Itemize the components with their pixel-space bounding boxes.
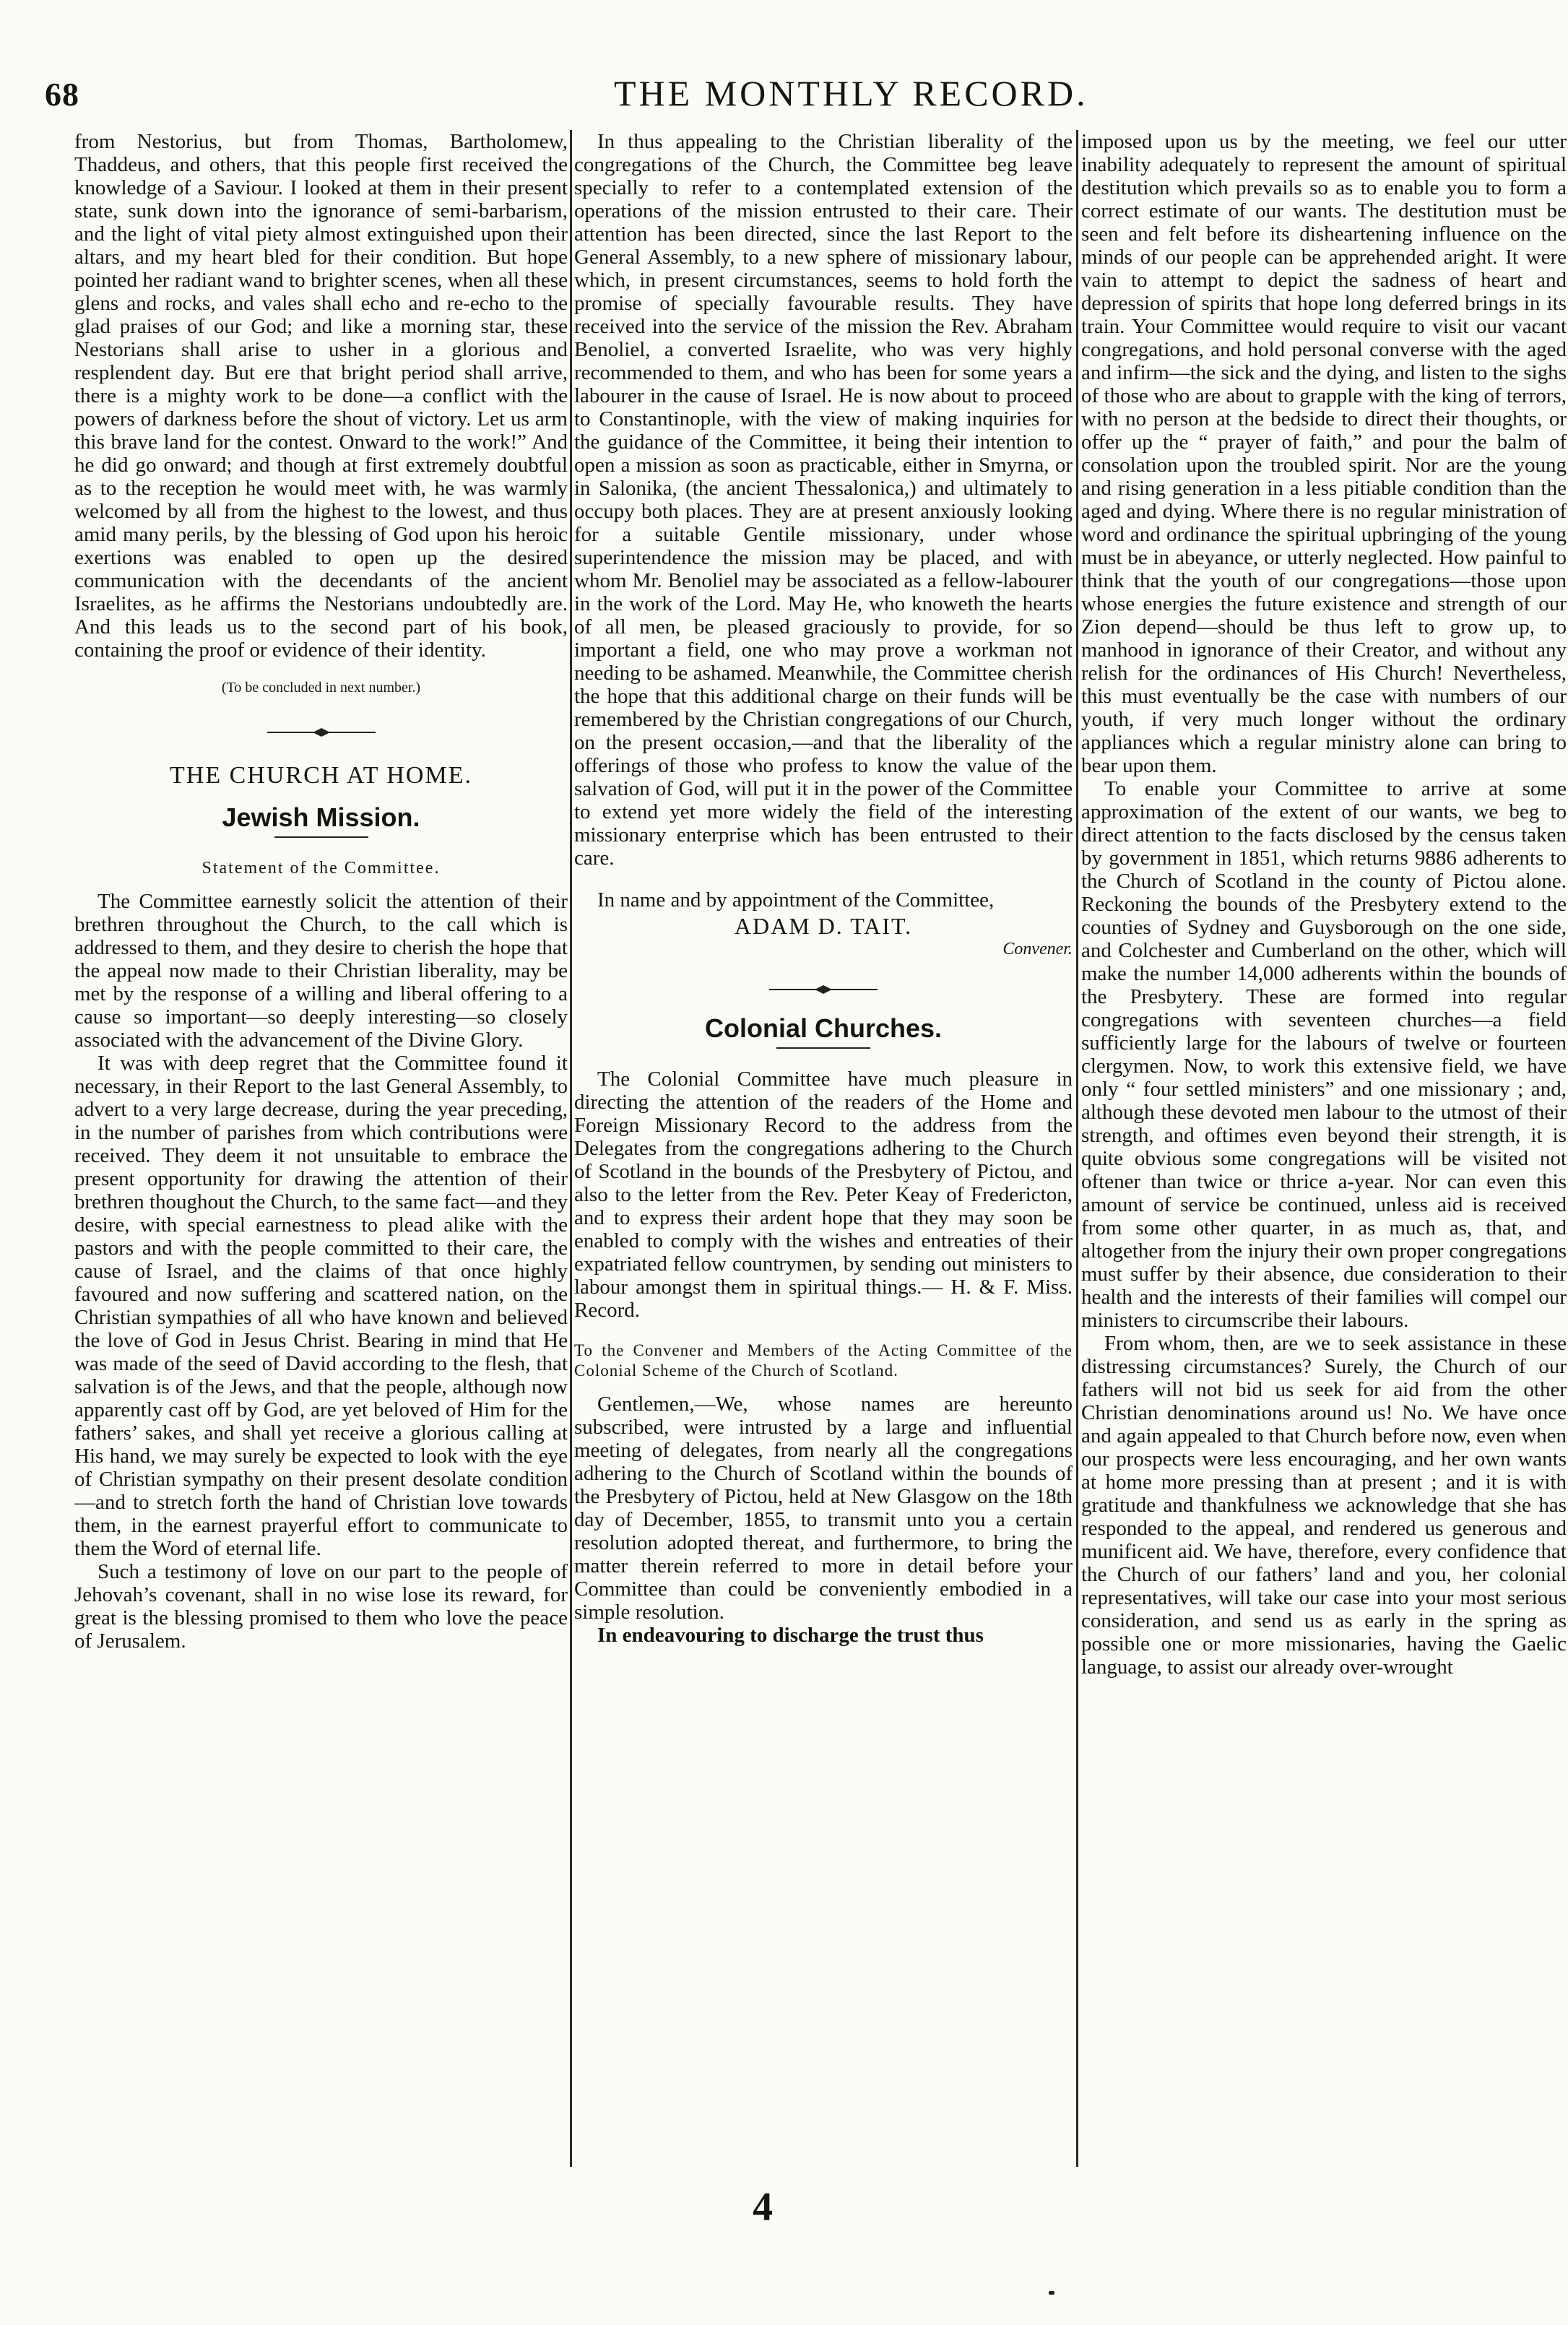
subsection-heading: Jewish Mission. [222,802,420,832]
signatory-name: ADAM D. TAIT. [734,913,913,939]
ink-speck [1049,2291,1054,2295]
ornament-divider [574,977,1073,1000]
column-1 [74,130,568,2196]
signatory-role: Convener. [1002,940,1073,958]
article-paragraph: In endeavouring to discharge the trust thus [597,1624,984,1647]
signature-mark: 4 [753,2185,773,2230]
article-paragraph: In thus appealing to the Christian liberality of the congregations of the Church, the Committee beg leave specially to refer to a contemplated extension of the operations of the mission entrusted to their care. Their attention has been directed, since the last Report to the General Assembly, to a new sphere of missionary labour, which, in present circumstances, seems to hold forth the promise of specially favourable results. They have received into the service of the mission the Rev. Abraham Benoliel, a converted Israelite, who was very highly recommended to them, and who has been for some years a labourer in the cause of Israel. He is now about to proceed to Constantinople, with the view of making inquiries for the guidance of the Committee, it being their intention to open a mission as soon as practicable, either in Smyrna, or in Salonika, (the ancient Thessalonica,) and ultimately to occupy both places. They are at present anxiously looking for a suitable Gentile missionary, under whose superintendence the mission may be placed, and with whom Mr. Benoliel may be associated as a fellow-labourer in the work of the Lord. May He, who knoweth the hearts of all men, be pleased graciously to provide, for so important a field, one who may prove a workman not needing to be ashamed. Meanwhile, the Committee cherish the hope that this additional charge on their funds will be remembered by the Christian congregations of our Church, on the present occasion,—and that the liberality of the offerings of those who profess to know the value of the salvation of God, will put it in the power of the Committee to extend yet more widely the field of the interesting missionary enterprise which has been entrusted to their care. [574,130,1073,870]
article-paragraph: from Nestorius, but from Thomas, Bartholomew, Thaddeus, and others, that this people first received the knowledge of a Saviour. I looked at them in their present state, sunk down into the ignorance of semi-barbarism, and the light of vital piety almost extinguished upon their altars, and my heart bled for their condition. But hope pointed her radiant wand to brighter scenes, when all these glens and rocks, and vales shall echo and re-echo to the glad praises of our God; and like a morning star, these Nestorians shall arise to usher in a glorious and resplendent day. But ere that bright period shall arrive, there is a mighty work to be done—a conflict with the powers of darkness before the shout of victory. Let us arm this brave land for the contest. Onward to the work!” And he did go onward; and though at first extremely doubtful as to the reception he would meet with, he was warmly welcomed by all from the highest to the lowest, and thus amid many perils, by the blessing of God upon his heroic exertions was enabled to open up the desired communication with the decendants of the ancient Israelites, as he affirms the Nestorians undoubtedly are. And this leads us to the second part of his book, containing the proof or evidence of their identity. [74,130,568,662]
heading-rule [274,836,368,838]
column-rule [1076,130,1078,2167]
article-paragraph: To enable your Committee to arrive at some approximation of the extent of our wants, we beg to direct attention to the facts disclosed by the census taken by government in 1851, which returns 9886 adherents to the Church of Scotland in the county of Pictou alone. Reckoning the bounds of the Presbytery extend to the counties of Sydney and Guysborough on the one side, and Colchester and Cumberland on the other, which will make the number 14,000 adherents within the bounds of the Presbytery. These are formed into regular congregations with seventeen churches—a field sufficiently large for the labours of twelve or fourteen clergymen. Now, to work this extensive field, we have only “ four settled ministers” and one missionary ; and, although these devoted men labour to the utmost of their strength, and oftimes even beyond their strength, it is quite obvious some congregations will be visited not oftener than twice or thrice a-year. Nor can even this amount of service be continued, unless aid is received from some other quarter, in as much as, that, and altogether from the injury their own proper congregations must suffer by their absence, due consideration to their health and the interests of their families will compel our ministers to circumscribe their labours. [1081,777,1567,1332]
letter-address: To the Convener and Members of the Acting Committee of the Colonial Scheme of the Church of Scotland. [574,1341,1073,1380]
signature-intro: In name and by appointment of the Committee, [597,888,995,912]
article-paragraph: Gentlemen,—We, whose names are hereunto subscribed, were intrusted by a large and influential meeting of delegates, from nearly all the congregations adhering to the Church of Scotland within the bounds of the Presbytery of Pictou, held at New Glasgow on the 18th day of December, 1855, to transmit unto you a certain resolution adopted thereat, and furthermore, to bring the matter therein referred to more in detail before your Committee than could be conveniently embodied in a simple resolution. [574,1393,1073,1624]
continued-note: (To be concluded in next number.) [221,680,421,696]
ornament-divider [74,719,568,742]
subsection-heading: Colonial Churches. [704,1013,943,1043]
article-paragraph: From whom, then, are we to seek assistance in these distressing circumstances? Surely, the Church of our fathers will not bid us seek for aid from the other Christian denominations around us! No. We have once and again appealed to that Church before now, even when our prospects were less encouraging, and her own wants at home more pressing than at present ; and it is with gratitude and thankfulness we acknowledge that she has responded to the appeal, and rendered us generous and munificent aid. We have, therefore, every confidence that the Church of our fathers’ land and you, her colonial representatives, will take our case into your most serious consideration, and send us as early in the spring as possible one or more missionaries, having the Gaelic language, to assist our already over-wrought [1081,1332,1567,1679]
running-title: THE MONTHLY RECORD. [614,73,1088,113]
page-number: 68 [45,76,79,113]
column-rule [570,130,572,2167]
article-paragraph: It was with deep regret that the Committee found it necessary, in their Report to the last General Assembly, to advert to a very large decrease, during the year preceding, in the number of parishes from which contributions were received. They deem it not unsuitable to embrace the present opportunity for drawing the attention of their brethren thoughout the Church, to the same fact—and they desire, with special earnestness to plead alike with the pastors and with the people committed to their care, the cause of Israel, and the claims of that once highly favoured and now suffering and scattered nation, on the Christian sympathies of all who have known and believed the love of God in Jesus Christ. Bearing in mind that He was made of the seed of David according to the flesh, that salvation is of the Jews, and that the people, although now apparently cast off by God, are yet beloved of Him for the fathers’ sakes, and shall yet receive a glorious calling at His hand, we may surely be expected to look with the eye of Christian sympathy on their present desolate condition—and to stretch forth the hand of Christian love towards them, in the earnest prayerful effort to communicate to them the Word of eternal life. [74,1052,568,1560]
article-paragraph: Such a testimony of love on our part to the people of Jehovah’s covenant, shall in no wise lose its reward, for great is the blessing promised to them who love the peace of Jerusalem. [74,1560,568,1653]
article-paragraph: The Colonial Committee have much pleasure in directing the attention of the readers of the Home and Foreign Missionary Record to the address from the Delegates from the congregations adhering to the Church of Scotland in the bounds of the Presbytery of Pictou, and also to the letter from the Rev. Peter Keay of Fredericton, and to express their ardent hope that they may soon be enabled to comply with the wishes and entreaties of their expatriated fellow countrymen, by sending out ministers to labour amongst them in spiritual things.— H. & F. Miss. Record. [574,1068,1073,1322]
column-2 [574,130,1073,2196]
heading-rule [776,1047,870,1049]
article-paragraph: The Committee earnestly solicit the attention of their brethren throughout the Church, to the call which is addressed to them, and they desire to cherish the hope that the appeal now made to their Christian liberality, may be met by the response of a willing and liberal offering to a cause so important—so deeply interesting—so closely associated with the advancement of the Divine Glory. [74,890,568,1052]
section-heading: THE CHURCH AT HOME. [170,762,472,789]
column-3 [1081,130,1567,2196]
statement-heading: Statement of the Committee. [202,859,441,878]
article-paragraph: imposed upon us by the meeting, we feel our utter inability adequately to represent the amount of spiritual destitution which prevails so as to enable you to form a correct estimate of our wants. The destitution must be seen and felt before its disheartening influence on the minds of our people can be apprehended aright. It were vain to attempt to depict the sadness of heart and depression of spirits that hope long deferred brings in its train. Your Committee would require to visit our vacant congregations, and hold personal converse with the aged and infirm—the sick and the dying, and listen to the sighs of those who are about to grapple with the king of terrors, with no person at the bedside to direct their thoughts, or offer up the “ prayer of faith,” and pour the balm of consolation upon the troubled spirit. Nor are the young and rising generation in a less pitiable condition than the aged and dying. Where there is no regular ministration of word and ordinance the spiritual upbringing of the young must be in abeyance, or utterly neglected. How painful to think that the youth of our congregations—those upon whose energies the future existence and strength of our Zion depend—should be thus left to grow up, to manhood in ignorance of their Creator, and without any relish for the ordinances of His Church! Nevertheless, this must eventually be the case with numbers of our youth, if very much longer without the ordinary appliances which a regular ministry alone can bring to bear upon them. [1081,130,1567,777]
